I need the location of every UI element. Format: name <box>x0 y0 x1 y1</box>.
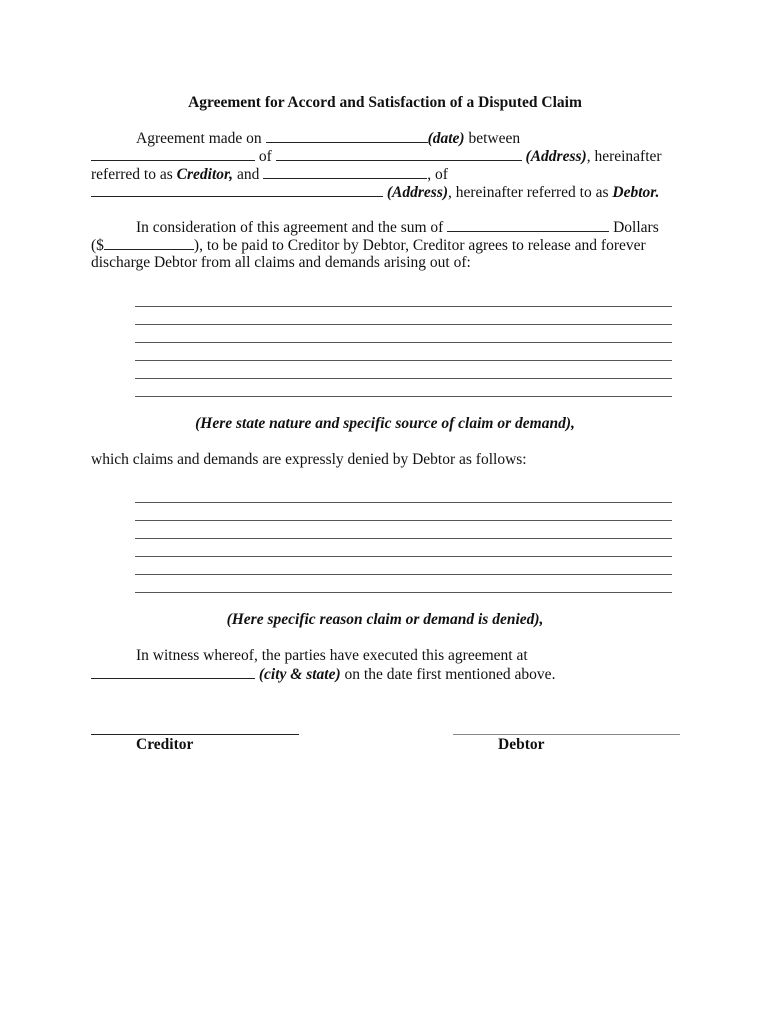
debtor-signature-label: Debtor <box>498 736 545 753</box>
p1-line2: of (Address), hereinafter <box>91 147 662 166</box>
denied-line-2[interactable] <box>135 520 672 521</box>
debtor-signature-line[interactable] <box>453 734 680 735</box>
denied-instruction: (Here specific reason claim or demand is denied), <box>226 611 544 628</box>
p1-line3: referred to as Creditor, and , of <box>91 166 448 183</box>
claim-line-6[interactable] <box>135 396 672 397</box>
p2-line1: In consideration of this agreement and the sum of Dollars <box>136 219 659 236</box>
witness-line2: (city & state) on the date first mentioned above. <box>91 665 555 684</box>
creditor-name-blank[interactable] <box>91 147 255 161</box>
p1-line4: (Address), hereinafter referred to as Debtor. <box>91 183 659 202</box>
p1-line1: Agreement made on (date) between <box>136 130 521 147</box>
claim-line-3[interactable] <box>135 342 672 343</box>
denied-line-1[interactable] <box>135 502 672 503</box>
creditor-signature-line[interactable] <box>91 734 299 735</box>
denied-line-3[interactable] <box>135 538 672 539</box>
p2-line3: discharge Debtor from all claims and demands arising out of: <box>91 254 471 271</box>
claim-instruction: (Here state nature and specific source of claim or demand), <box>195 415 575 432</box>
claim-line-5[interactable] <box>135 378 672 379</box>
city-state-blank[interactable] <box>91 665 255 679</box>
p2-line2: ($ ), to be paid to Creditor by Debtor, Creditor agrees to release and forever <box>91 237 646 254</box>
denied-line-4[interactable] <box>135 556 672 557</box>
debtor-name-blank[interactable] <box>263 165 427 179</box>
date-blank[interactable] <box>266 129 428 143</box>
claim-line-4[interactable] <box>135 360 672 361</box>
creditor-address-blank[interactable] <box>276 147 522 161</box>
witness-line1: In witness whereof, the parties have executed this agreement at <box>136 647 528 664</box>
denied-line-6[interactable] <box>135 592 672 593</box>
sum-words-blank[interactable] <box>447 218 609 232</box>
creditor-signature-label: Creditor <box>136 736 194 753</box>
denied-line-5[interactable] <box>135 574 672 575</box>
document-title: Agreement for Accord and Satisfaction of a Disputed Claim <box>188 94 582 111</box>
sum-figures-blank[interactable] <box>104 236 194 250</box>
claim-line-2[interactable] <box>135 324 672 325</box>
debtor-address-blank[interactable] <box>91 183 383 197</box>
claim-line-1[interactable] <box>135 306 672 307</box>
denied-intro: which claims and demands are expressly denied by Debtor as follows: <box>91 451 527 468</box>
